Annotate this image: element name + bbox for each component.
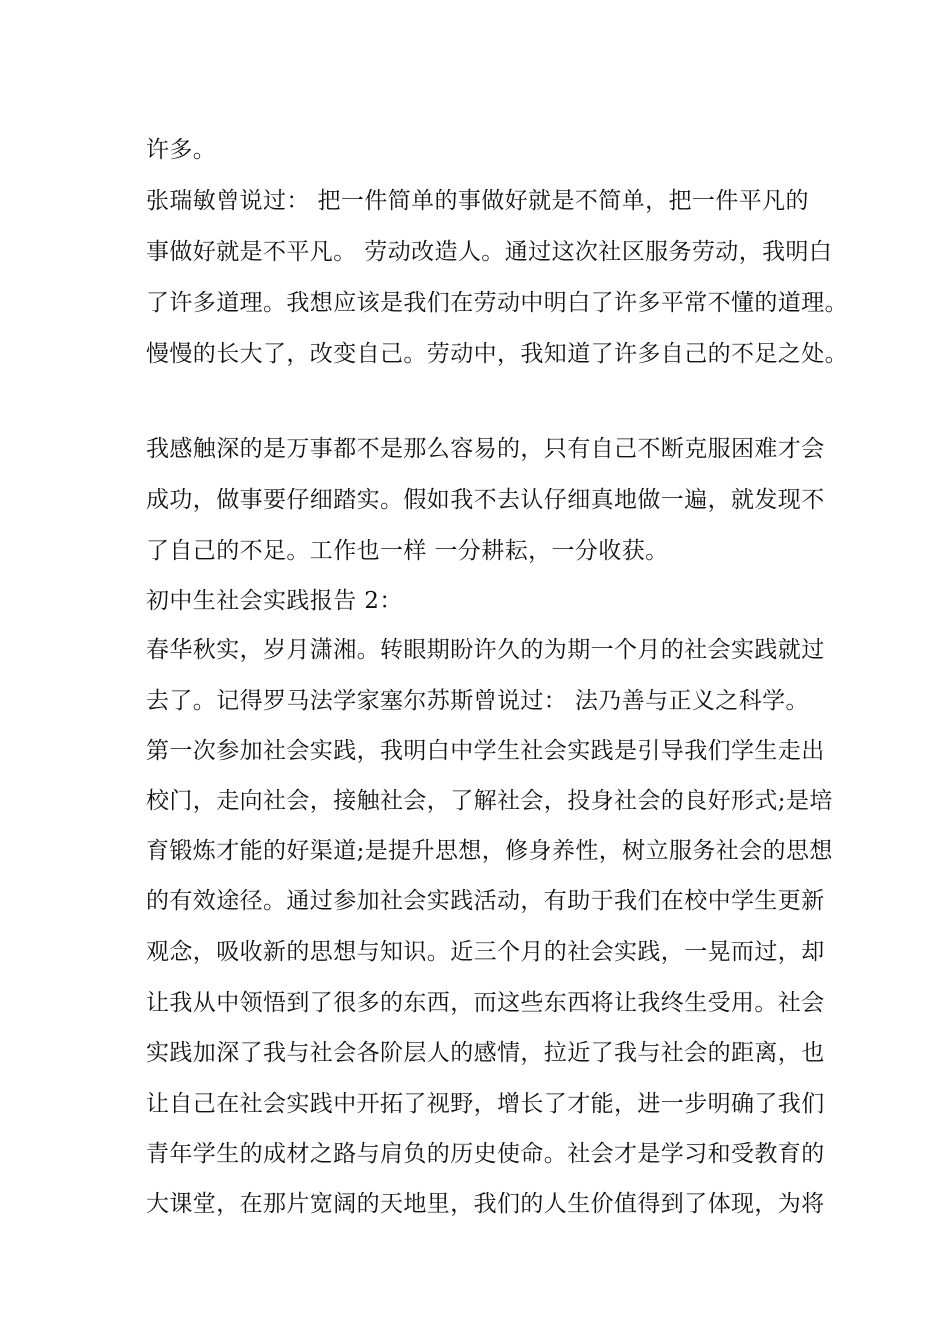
text-line: 了许多道理。我想应该是我们在劳动中明白了许多平常不懂的道理。: [146, 290, 848, 316]
text-line: 的有效途径。通过参加社会实践活动，有助于我们在校中学生更新: [146, 888, 825, 914]
text-line: 育锻炼才能的好渠道;是提升思想，修身养性，树立服务社会的思想: [146, 838, 833, 864]
section-heading: 初中生社会实践报告 2：: [146, 588, 403, 614]
text-line: 许多。: [146, 137, 217, 163]
text-line: 让我从中领悟到了很多的东西，而这些东西将让我终生受用。社会: [146, 990, 825, 1016]
text-line: 观念，吸收新的思想与知识。近三个月的社会实践，一晃而过，却: [146, 939, 825, 965]
text-line: 我感触深的是万事都不是那么容易的，只有自己不断克服困难才会: [146, 436, 825, 462]
text-line: 张瑞敏曾说过： 把一件简单的事做好就是不简单，把一件平凡的: [146, 188, 809, 214]
text-line: 慢慢的长大了，改变自己。劳动中，我知道了许多自己的不足之处。: [146, 341, 848, 367]
text-line: 去了。记得罗马法学家塞尔苏斯曾说过： 法乃善与正义之科学。: [146, 688, 809, 714]
text-line: 了自己的不足。工作也一样 一分耕耘，一分收获。: [146, 538, 669, 564]
text-line: 实践加深了我与社会各阶层人的感情，拉近了我与社会的距离，也: [146, 1040, 825, 1066]
text-line: 让自己在社会实践中开拓了视野，增长了才能，进一步明确了我们: [146, 1091, 825, 1117]
text-line: 成功，做事要仔细踏实。假如我不去认仔细真地做一遍，就发现不: [146, 487, 825, 513]
text-line: 校门，走向社会，接触社会，了解社会，投身社会的良好形式;是培: [146, 788, 833, 814]
text-line: 大课堂，在那片宽阔的天地里，我们的人生价值得到了体现，为将: [146, 1191, 825, 1217]
text-line: 事做好就是不平凡。 劳动改造人。通过这次社区服务劳动，我明白: [146, 239, 833, 265]
text-line: 第一次参加社会实践，我明白中学生社会实践是引导我们学生走出: [146, 738, 825, 764]
text-line: 青年学生的成材之路与肩负的历史使命。社会才是学习和受教育的: [146, 1141, 825, 1167]
text-line: 春华秋实，岁月潇湘。转眼期盼许久的为期一个月的社会实践就过: [146, 637, 825, 663]
